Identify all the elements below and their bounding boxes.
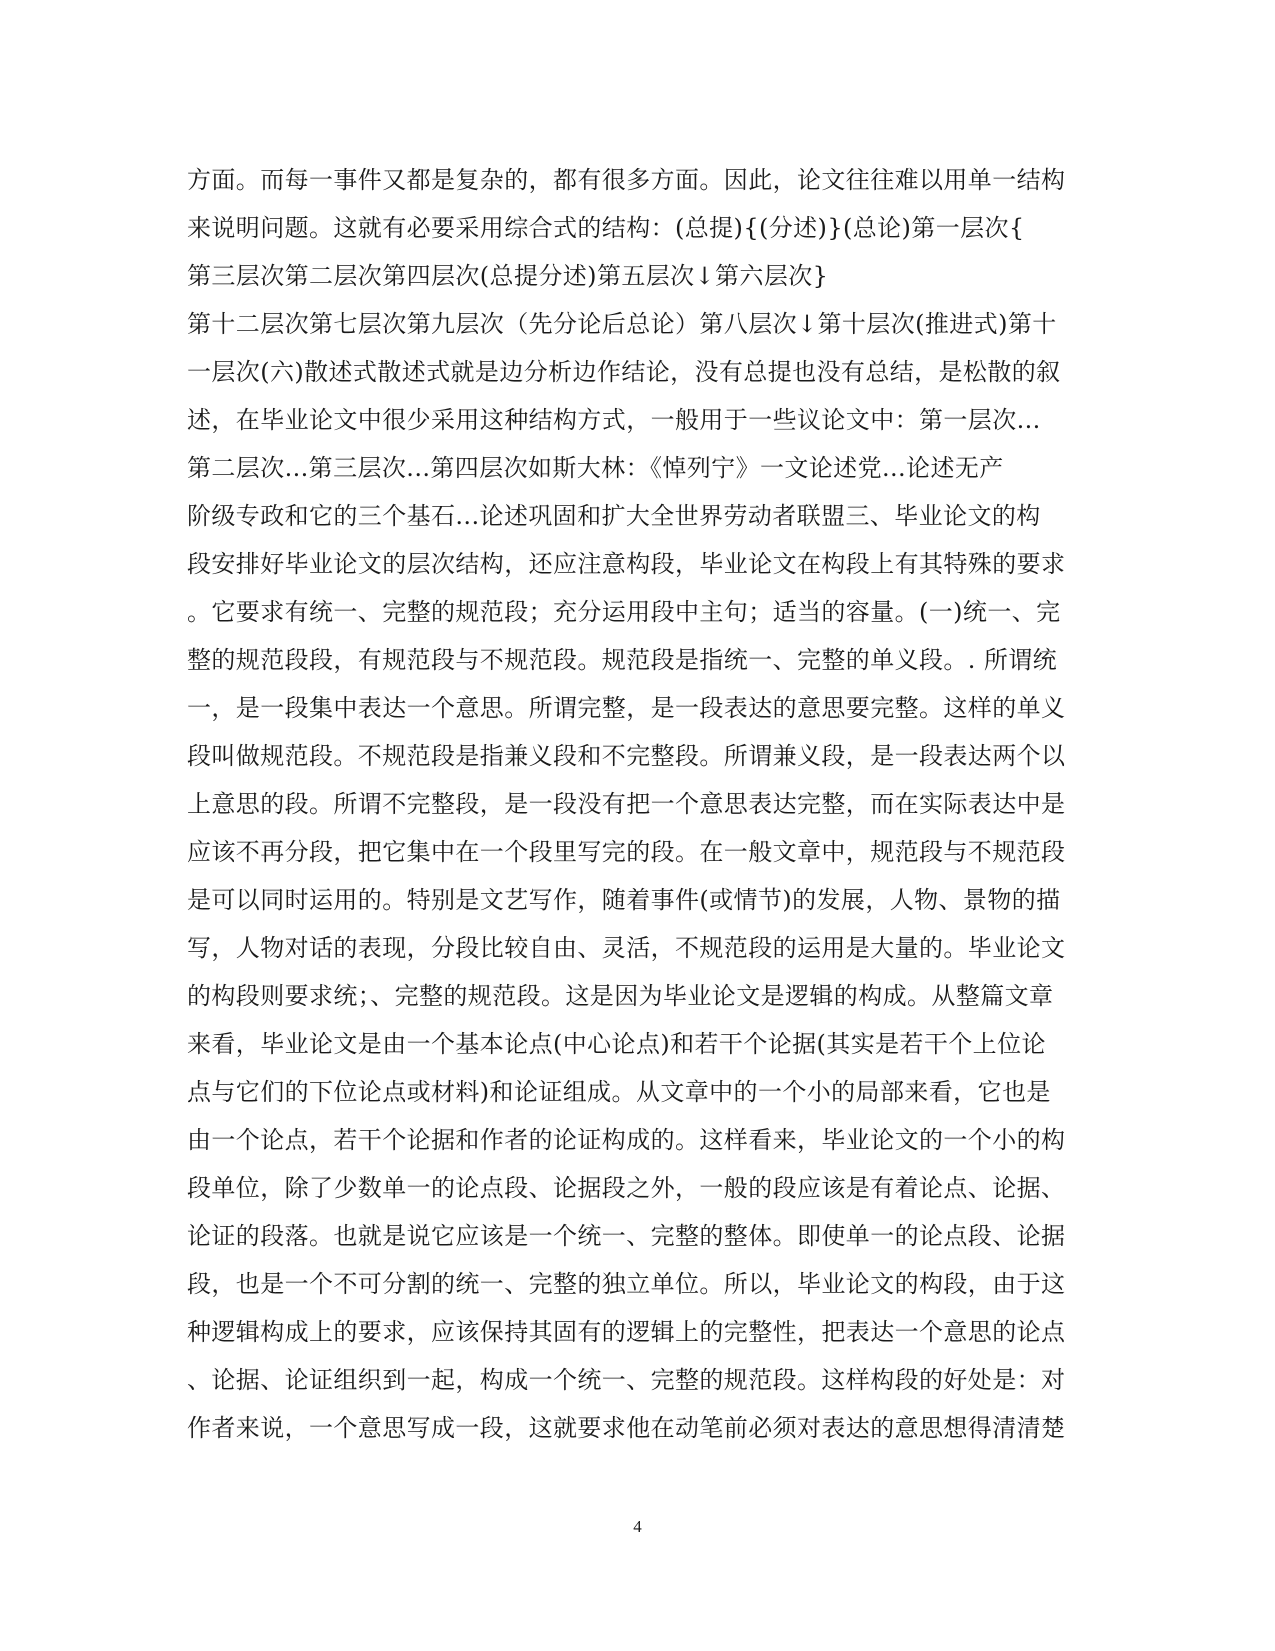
text-line: 上意思的段。所谓不完整段，是一段没有把一个意思表达完整，而在实际表达中是 bbox=[187, 790, 1066, 818]
text-line: 段单位，除了少数单一的论点段、论据段之外，一般的段应该是有着论点、论据、 bbox=[187, 1174, 1066, 1202]
text-line: 由一个论点，若干个论据和作者的论证构成的。这样看来，毕业论文的一个小的构 bbox=[187, 1126, 1066, 1154]
text-line: 。它要求有统一、完整的规范段；充分运用段中主句；适当的容量。(一)统一、完 bbox=[187, 598, 1061, 626]
text-line: 整的规范段段，有规范段与不规范段。规范段是指统一、完整的单义段。. 所谓统 bbox=[187, 646, 1058, 674]
text-line: 一层次(六)散述式散述式就是边分析边作结论，没有总提也没有总结，是松散的叙 bbox=[187, 358, 1061, 386]
body-text bbox=[187, 156, 1087, 1452]
text-line: 写，人物对话的表现，分段比较自由、灵活，不规范段的运用是大量的。毕业论文 bbox=[187, 934, 1066, 962]
text-line: 应该不再分段，把它集中在一个段里写完的段。在一般文章中，规范段与不规范段 bbox=[187, 838, 1066, 866]
text-line: 第二层次...第三层次...第四层次如斯大林：《悼列宁》一文论述党...论述无产 bbox=[187, 454, 1004, 482]
text-line: 方面。而每一事件又都是复杂的，都有很多方面。因此，论文往往难以用单一结构 bbox=[187, 166, 1066, 194]
text-line: 第十二层次第七层次第九层次（先分论后总论）第八层次↓第十层次(推进式)第十 bbox=[187, 310, 1057, 338]
text-line: 来说明问题。这就有必要采用综合式的结构：(总提){(分述)}(总论)第一层次{ bbox=[187, 214, 1025, 242]
text-line: 的构段则要求统；、完整的规范段。这是因为毕业论文是逻辑的构成。从整篇文章 bbox=[187, 982, 1054, 1010]
text-line: 第三层次第二层次第四层次(总提分述)第五层次↓第六层次} bbox=[187, 262, 829, 290]
text-line: 是可以同时运用的。特别是文艺写作，随着事件(或情节)的发展，人物、景物的描 bbox=[187, 886, 1061, 914]
text-line: 一，是一段集中表达一个意思。所谓完整，是一段表达的意思要完整。这样的单义 bbox=[187, 694, 1066, 722]
text-line: 阶级专政和它的三个基石...论述巩固和扩大全世界劳动者联盟三、毕业论文的构 bbox=[187, 502, 1041, 530]
text-line: 点与它们的下位论点或材料)和论证组成。从文章中的一个小的局部来看，它也是 bbox=[187, 1078, 1051, 1106]
text-line: 论证的段落。也就是说它应该是一个统一、完整的整体。即使单一的论点段、论据 bbox=[187, 1222, 1066, 1250]
text-line: 段，也是一个不可分割的统一、完整的独立单位。所以，毕业论文的构段，由于这 bbox=[187, 1270, 1066, 1298]
text-line: 来看，毕业论文是由一个基本论点(中心论点)和若干个论据(其实是若干个上位论 bbox=[187, 1030, 1046, 1058]
text-line: 段叫做规范段。不规范段是指兼义段和不完整段。所谓兼义段，是一段表达两个以 bbox=[187, 742, 1066, 770]
page-number: 4 bbox=[633, 1517, 642, 1536]
text-line: 作者来说，一个意思写成一段，这就要求他在动笔前必须对表达的意思想得清清楚 bbox=[187, 1414, 1066, 1442]
text-line: 段安排好毕业论文的层次结构，还应注意构段，毕业论文在构段上有其特殊的要求 bbox=[187, 550, 1066, 578]
text-line: 、论据、论证组织到一起，构成一个统一、完整的规范段。这样构段的好处是：对 bbox=[187, 1366, 1066, 1394]
text-line: 种逻辑构成上的要求，应该保持其固有的逻辑上的完整性，把表达一个意思的论点 bbox=[187, 1318, 1066, 1346]
text-line: 述，在毕业论文中很少采用这种结构方式，一般用于一些议论文中：第一层次... bbox=[187, 406, 1041, 434]
